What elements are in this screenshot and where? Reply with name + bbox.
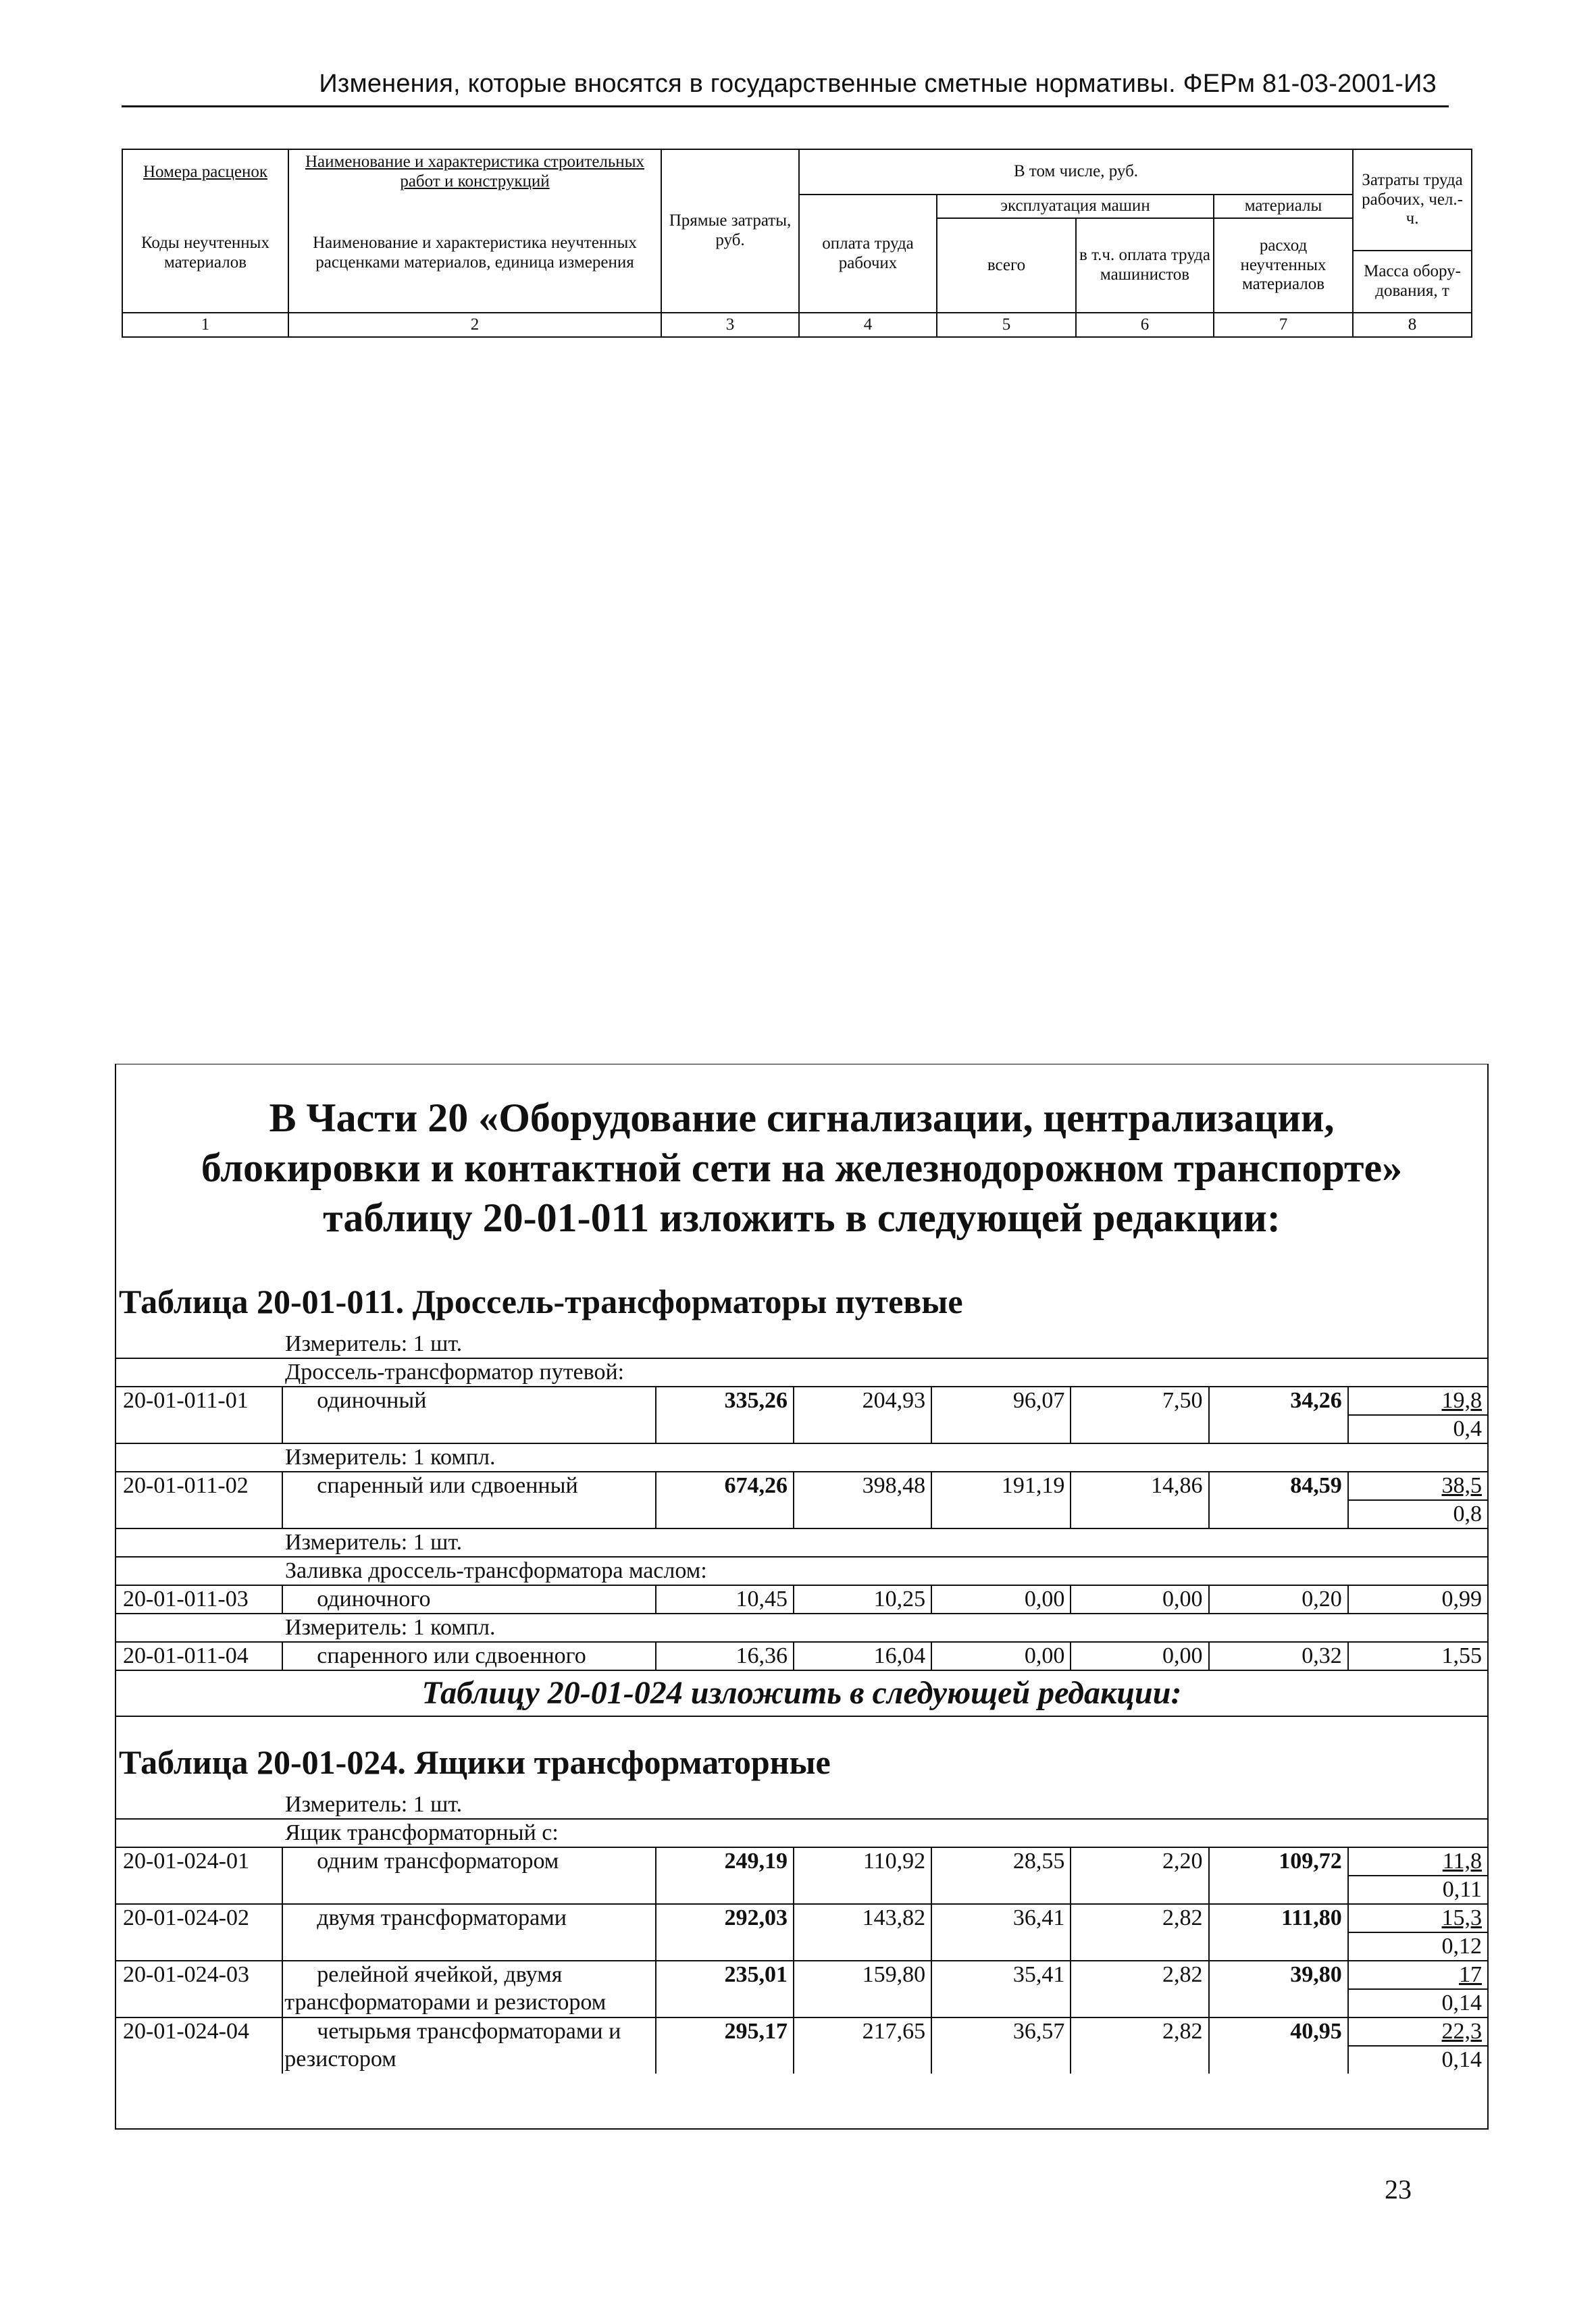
wage-cost: 398,48 <box>794 1472 931 1500</box>
labor-value: 11,8 <box>1442 1849 1482 1874</box>
rate-name: одиночного <box>282 1585 656 1614</box>
machine-cost: 28,55 <box>931 1847 1071 1876</box>
col4-header: оплата труда рабочих <box>799 195 937 313</box>
table-row <box>116 1961 1487 1989</box>
col1-bottom-header: Коды неучтенных материалов <box>122 195 288 313</box>
labor-value: 22,3 <box>1441 2019 1482 2044</box>
table-row <box>116 1387 1487 1415</box>
material-cost: 39,80 <box>1209 1961 1348 1989</box>
col2-bottom-header: Наименование и характеристика неучтенных расценками материалов, единица измерения <box>288 195 661 313</box>
machine-cost: 35,41 <box>931 1961 1071 1989</box>
wage-cost: 143,82 <box>794 1904 931 1932</box>
labor-value: 17 <box>1459 1962 1482 1987</box>
machinist-wage: 7,50 <box>1071 1387 1208 1415</box>
wage-cost: 16,04 <box>794 1642 931 1670</box>
direct-cost: 295,17 <box>656 2017 794 2046</box>
direct-cost: 674,26 <box>656 1472 794 1500</box>
direct-cost: 292,03 <box>656 1904 794 1932</box>
direct-cost: 249,19 <box>656 1847 794 1876</box>
machinist-wage: 2,82 <box>1071 1961 1208 1989</box>
material-cost: 109,72 <box>1209 1847 1348 1876</box>
meter-label: Измеритель: 1 компл. <box>116 1614 1487 1642</box>
machinist-wage: 0,00 <box>1071 1585 1208 1614</box>
table2-title: Таблица 20-01-024. Ящики трансформаторные <box>119 1743 831 1781</box>
group-incl-header: В том числе, руб. <box>799 149 1353 195</box>
material-cost: 0,32 <box>1209 1642 1348 1670</box>
meter-label: Измеритель: 1 шт. <box>116 1331 1487 1358</box>
rate-name: четырьмя трансформаторами и <box>282 2017 656 2046</box>
mass-value: 0,4 <box>1348 1415 1487 1443</box>
col2-top-header: Наименование и характеристика строительных работ и конструкций <box>288 149 661 195</box>
wage-cost: 110,92 <box>794 1847 931 1876</box>
mass-value: 0,14 <box>1348 2046 1487 2074</box>
rate-name: двумя трансформаторами <box>282 1904 656 1932</box>
col-number: 4 <box>799 313 937 337</box>
direct-cost: 10,45 <box>656 1585 794 1614</box>
mass-value: 0,14 <box>1348 1989 1487 2017</box>
rate-code: 20-01-011-01 <box>116 1387 282 1415</box>
column-header-table <box>122 149 1472 338</box>
mass-value: 0,11 <box>1348 1876 1487 1904</box>
labor-value: 1,55 <box>1348 1642 1487 1670</box>
table1-title: Таблица 20-01-011. Дроссель-трансформаторы путевые <box>119 1283 963 1320</box>
machine-cost: 0,00 <box>931 1585 1071 1614</box>
table-row <box>116 2017 1487 2046</box>
wage-cost: 10,25 <box>794 1585 931 1614</box>
running-header-title: Изменения, которые вносятся в государственные сметные нормативы. ФЕРм 81-03-2001-И3 <box>319 70 1437 98</box>
rate-code: 20-01-011-03 <box>116 1585 282 1614</box>
page-number: 23 <box>1385 2174 1412 2205</box>
table2-note: Таблицу 20-01-024 изложить в следующей редакции: <box>116 1671 1487 1717</box>
direct-cost: 335,26 <box>656 1387 794 1415</box>
rate-name: релейной ячейкой, двумя <box>282 1961 656 1989</box>
material-cost: 111,80 <box>1209 1904 1348 1932</box>
material-cost: 34,26 <box>1209 1387 1348 1415</box>
wage-cost: 217,65 <box>794 2017 931 2046</box>
rate-code: 20-01-024-04 <box>116 2017 282 2046</box>
table-20-01-024 <box>116 1791 1487 2074</box>
machinist-wage: 2,82 <box>1071 1904 1208 1932</box>
table-row <box>116 1472 1487 1500</box>
direct-cost: 235,01 <box>656 1961 794 1989</box>
labor-value: 15,3 <box>1441 1905 1482 1930</box>
group-label: Ящик трансформаторный с: <box>116 1819 1487 1847</box>
material-cost: 40,95 <box>1209 2017 1348 2046</box>
col-number: 8 <box>1353 313 1472 337</box>
col1-top-header: Номера расценок <box>122 149 288 195</box>
rate-code: 20-01-024-01 <box>116 1847 282 1876</box>
group-materials-header: материалы <box>1214 195 1353 218</box>
table-row <box>116 1585 1487 1614</box>
intro-heading: В Части 20 «Оборудование сигнализации, централизации, блокировки и контактной сети на железнодорожном транспорте» таблицу 20-01-011 изложить в следующей редакции: <box>201 1096 1403 1240</box>
rate-name: одним трансформатором <box>282 1847 656 1876</box>
labor-value: 0,99 <box>1348 1585 1487 1614</box>
col-number: 6 <box>1076 313 1214 337</box>
col-number: 2 <box>288 313 661 337</box>
content-block <box>115 1064 1489 2130</box>
col-number: 5 <box>937 313 1076 337</box>
col8-top-header: Затраты труда рабочих, чел.-ч. <box>1353 149 1472 251</box>
table-row <box>116 1642 1487 1670</box>
machinist-wage: 2,20 <box>1071 1847 1208 1876</box>
machinist-wage: 14,86 <box>1071 1472 1208 1500</box>
machine-cost: 96,07 <box>931 1387 1071 1415</box>
machine-cost: 36,57 <box>931 2017 1071 2046</box>
group-label: Заливка дроссель-трансформатора маслом: <box>116 1557 1487 1585</box>
table-row <box>116 1847 1487 1876</box>
group-label: Дроссель-трансформатор путевой: <box>116 1358 1487 1387</box>
col5-header: всего <box>937 218 1076 313</box>
col8-bottom-header: Масса обору-дования, т <box>1353 251 1472 313</box>
table-row <box>116 1904 1487 1932</box>
rate-name: спаренного или сдвоенного <box>282 1642 656 1670</box>
table-20-01-011 <box>116 1331 1487 1671</box>
labor-value: 38,5 <box>1441 1473 1482 1498</box>
rate-code: 20-01-011-04 <box>116 1642 282 1670</box>
group-machines-header: эксплуатация машин <box>937 195 1214 218</box>
labor-value: 19,8 <box>1441 1388 1482 1413</box>
col-number: 7 <box>1214 313 1353 337</box>
rate-code: 20-01-011-02 <box>116 1472 282 1500</box>
wage-cost: 204,93 <box>794 1387 931 1415</box>
col3-header: Прямые затраты, руб. <box>661 149 799 313</box>
machine-cost: 191,19 <box>931 1472 1071 1500</box>
machinist-wage: 0,00 <box>1071 1642 1208 1670</box>
mass-value: 0,8 <box>1348 1500 1487 1528</box>
rate-code: 20-01-024-02 <box>116 1904 282 1932</box>
machine-cost: 0,00 <box>931 1642 1071 1670</box>
running-header <box>122 62 1449 107</box>
meter-label: Измеритель: 1 шт. <box>116 1791 1487 1819</box>
rate-name: спаренный или сдвоенный <box>282 1472 656 1500</box>
wage-cost: 159,80 <box>794 1961 931 1989</box>
rate-code: 20-01-024-03 <box>116 1961 282 1989</box>
direct-cost: 16,36 <box>656 1642 794 1670</box>
meter-label: Измеритель: 1 компл. <box>116 1443 1487 1472</box>
col-number: 1 <box>122 313 288 337</box>
col-number: 3 <box>661 313 799 337</box>
col6-header: в т.ч. оплата труда машинистов <box>1076 218 1214 313</box>
machinist-wage: 2,82 <box>1071 2017 1208 2046</box>
col7-header: расход неучтенных материалов <box>1214 218 1353 313</box>
rate-name: одиночный <box>282 1387 656 1415</box>
rate-name-cont: трансформаторами и резистором <box>282 1989 656 2017</box>
rate-name-cont: резистором <box>282 2046 656 2074</box>
meter-label: Измеритель: 1 шт. <box>116 1528 1487 1557</box>
material-cost: 84,59 <box>1209 1472 1348 1500</box>
machine-cost: 36,41 <box>931 1904 1071 1932</box>
column-numbers-row <box>122 313 1472 337</box>
mass-value: 0,12 <box>1348 1932 1487 1961</box>
material-cost: 0,20 <box>1209 1585 1348 1614</box>
